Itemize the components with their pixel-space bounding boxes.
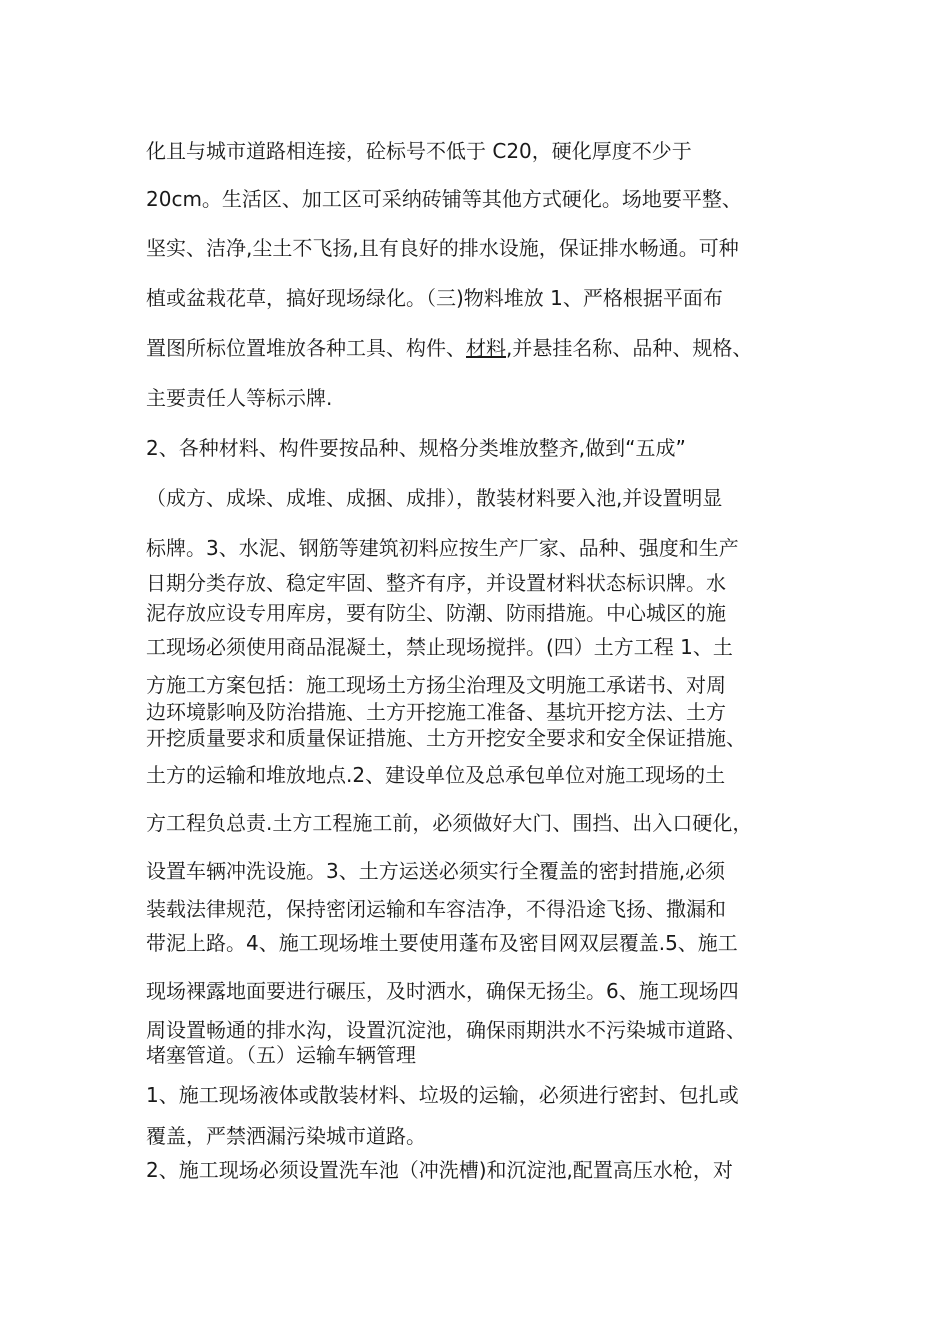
- text-line: 现场裸露地面要进行碾压，及时洒水，确保无扬尘。6、施工现场四: [146, 979, 739, 1003]
- text-line: 2、各种材料、构件要按品种、规格分类堆放整齐,做到“五成”: [146, 436, 686, 460]
- text-line: 设置车辆冲洗设施。3、土方运送必须实行全覆盖的密封措施,必须: [146, 859, 726, 883]
- text-line: 标牌。3、水泥、钢筋等建筑初料应按生产厂家、品种、强度和生产: [146, 536, 739, 560]
- text-line: 1、施工现场液体或散装材料、垃圾的运输，必须进行密封、包扎或: [146, 1083, 739, 1107]
- text-segment: ,并悬挂名称、品种、规格、: [506, 336, 753, 360]
- text-line: （成方、成垛、成堆、成捆、成排），散装材料要入池,并设置明显: [146, 486, 723, 510]
- text-line: 植或盆栽花草，搞好现场绿化。（三)物料堆放 1、严格根据平面布: [146, 286, 723, 310]
- text-line: 方工程负总责.土方工程施工前，必须做好大门、围挡、出入口硬化，: [146, 811, 753, 835]
- text-line: 土方的运输和堆放地点.2、建设单位及总承包单位对施工现场的土: [146, 763, 726, 787]
- text-line: 主要责任人等标示牌.: [146, 386, 333, 410]
- text-line: 20cm。生活区、加工区可采纳砖铺等其他方式硬化。场地要平整、: [146, 187, 742, 211]
- text-line: 边环境影响及防治措施、土方开挖施工准备、基坑开挖方法、土方: [146, 700, 726, 724]
- text-line: 化且与城市道路相连接，砼标号不低于 C20，硬化厚度不少于: [146, 139, 692, 163]
- text-line: 日期分类存放、稳定牢固、整齐有序，并设置材料状态标识牌。水: [146, 571, 726, 595]
- text-line: 装载法律规范，保持密闭运输和车容洁净，不得沿途飞扬、撒漏和: [146, 897, 726, 921]
- text-line: 方施工方案包括：施工现场土方扬尘治理及文明施工承诺书、对周: [146, 673, 726, 697]
- text-line: 工现场必须使用商品混凝土，禁止现场搅拌。(四）土方工程 1、土: [146, 635, 733, 659]
- text-line: 覆盖，严禁洒漏污染城市道路。: [146, 1124, 426, 1148]
- text-line: 堵塞管道。（五）运输车辆管理: [146, 1043, 416, 1067]
- text-line: 坚实、洁净,尘土不飞扬,且有良好的排水设施，保证排水畅通。可种: [146, 236, 739, 260]
- text-line: 2、施工现场必须设置洗车池（冲洗槽)和沉淀池,配置高压水枪，对: [146, 1158, 733, 1182]
- text-line: [146, 333, 816, 363]
- text-segment: 置图所标位置堆放各种工具、构件、: [146, 336, 466, 360]
- underlined-term: 材料: [466, 336, 506, 360]
- text-line: 带泥上路。4、施工现场堆土要使用蓬布及密目网双层覆盖.5、施工: [146, 931, 738, 955]
- text-line: 开挖质量要求和质量保证措施、土方开挖安全要求和安全保证措施、: [146, 726, 746, 750]
- text-line: 泥存放应设专用库房，要有防尘、防潮、防雨措施。中心城区的施: [146, 601, 726, 625]
- text-line: 周设置畅通的排水沟，设置沉淀池，确保雨期洪水不污染城市道路、: [146, 1018, 746, 1042]
